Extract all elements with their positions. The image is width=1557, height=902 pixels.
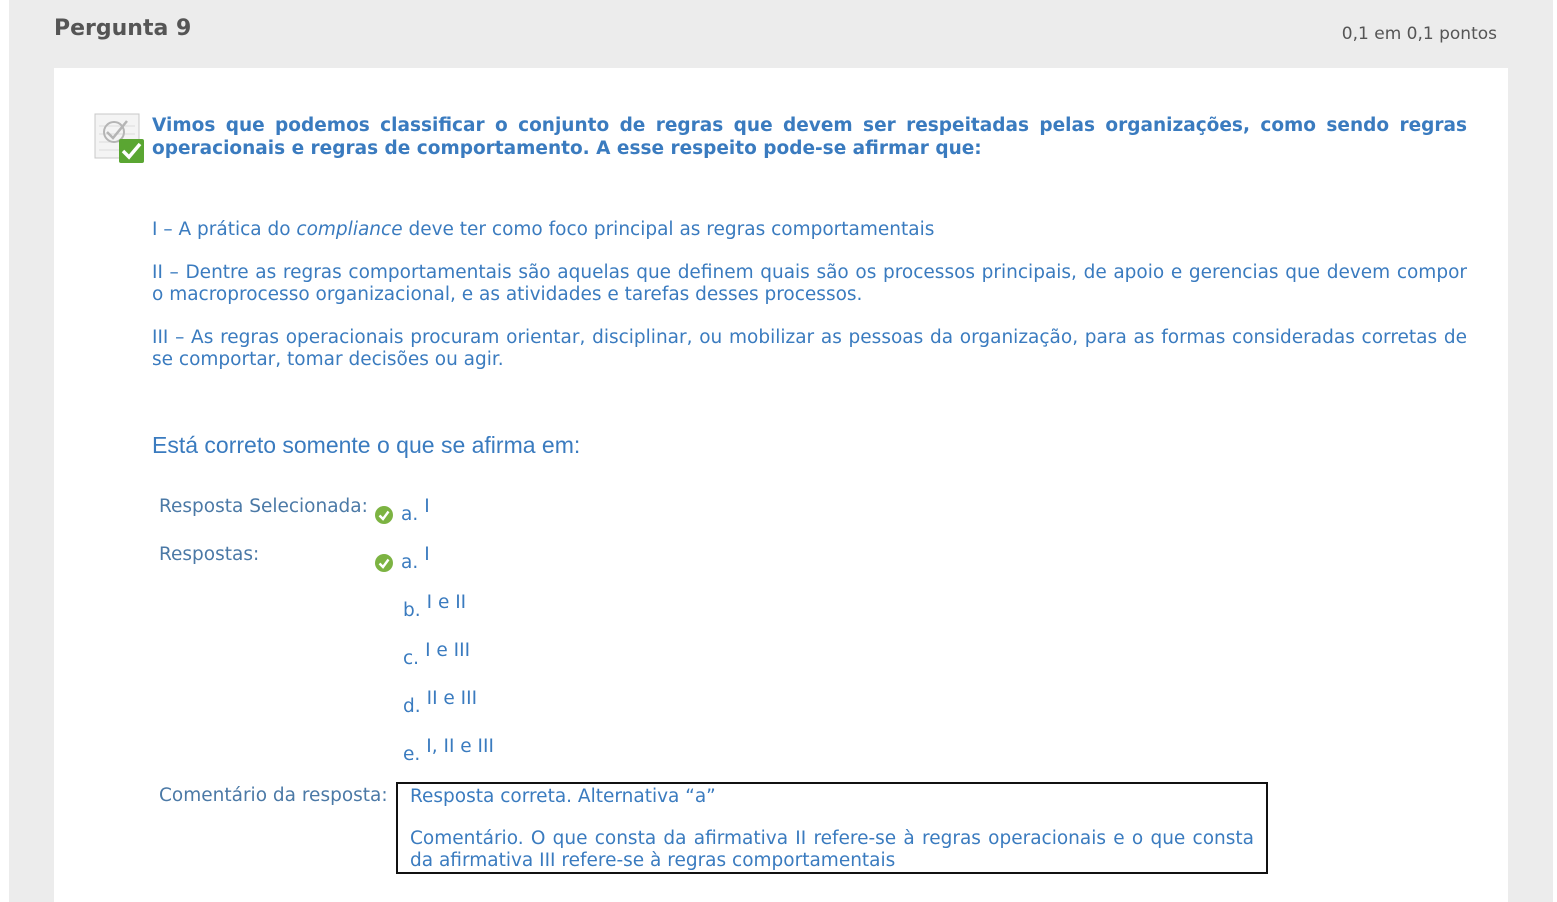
comment-line-2: Comentário. O que consta da afirmativa II refere-se à regras operacionais e o que consta da afirmativa III refere-se à regras comportamentais — [410, 828, 1254, 871]
question-prompt: Está correto somente o que se afirma em: — [152, 432, 581, 458]
answer-option-b: b. I e II — [403, 592, 467, 621]
compliance-term: compliance — [296, 219, 403, 240]
selected-answer — [401, 496, 430, 525]
correct-check-icon — [375, 554, 393, 572]
comment-line-1: Resposta correta. Alternativa “a” — [410, 786, 716, 807]
answers-label: Respostas: — [159, 544, 260, 565]
statement-1: I – A prática do compliance deve ter como foco principal as regras comportamentais — [152, 219, 935, 240]
comment-label: Comentário da resposta: — [159, 785, 388, 806]
correct-check-icon — [375, 506, 393, 524]
question-title: Pergunta 9 — [54, 16, 192, 41]
answer-comment-box — [396, 782, 1268, 874]
question-points: 0,1 em 0,1 pontos — [1341, 24, 1497, 44]
question-text: Vimos que podemos classificar o conjunto de regras que devem ser respeitadas pelas organizações, como sendo regras operacionais e regras de comportamento. A esse respeito pode-se afirmar que: — [152, 115, 1467, 159]
answer-option-e: e. I, II e III — [403, 736, 494, 765]
question-panel — [9, 0, 1553, 902]
selected-answer-text: I — [424, 496, 430, 517]
question-card — [54, 68, 1508, 902]
answer-option-d: d. II e III — [403, 688, 478, 717]
answer-option-c: c. I e III — [403, 640, 471, 669]
graded-question-check-icon — [94, 112, 146, 166]
selected-answer-label: Resposta Selecionada: — [159, 496, 368, 517]
answer-option-a: a. I — [401, 544, 430, 573]
statement-3: III – As regras operacionais procuram orientar, disciplinar, ou mobilizar as pessoas da organização, para as formas consideradas corretas de se comportar, tomar decisões ou agir. — [152, 327, 1467, 370]
selected-answer-letter: a. — [401, 504, 419, 525]
statement-2: II – Dentre as regras comportamentais são aquelas que definem quais são os processos principais, de apoio e gerencias que devem compor o macroprocesso organizacional, e as atividades e tarefas desses processos. — [152, 262, 1467, 305]
